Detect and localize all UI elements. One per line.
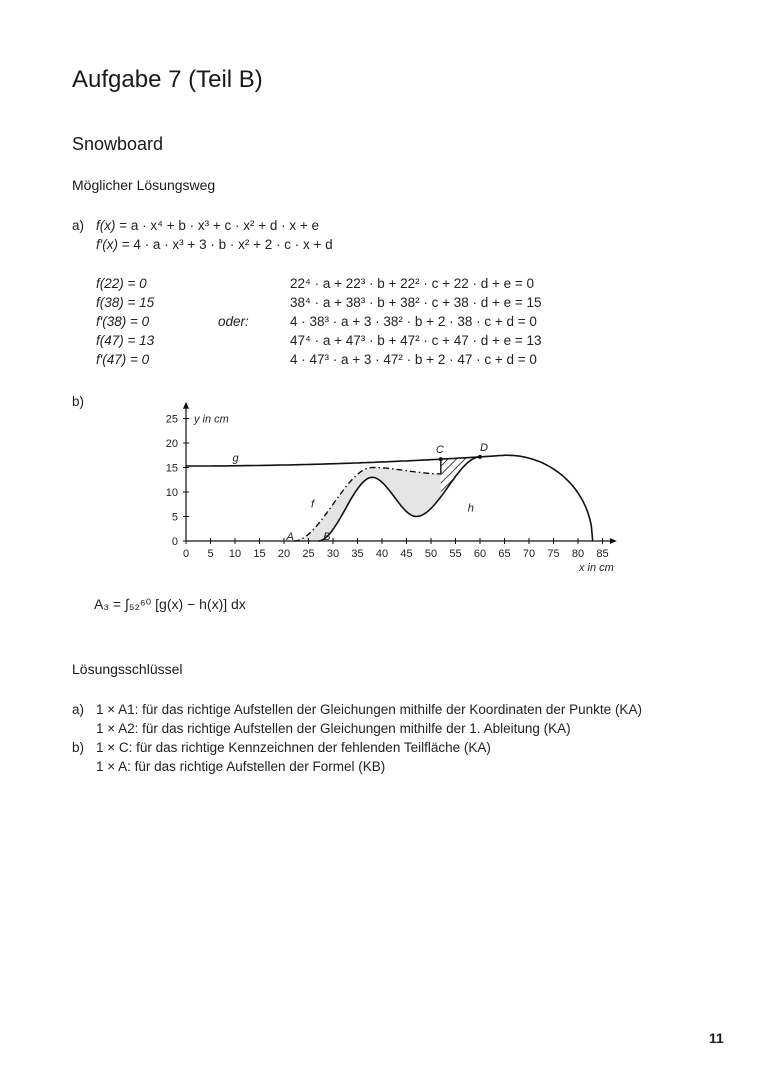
- x-tick-label: 60: [473, 548, 487, 560]
- y-tick-label: 0: [171, 536, 178, 548]
- point-label-c: C: [435, 444, 444, 457]
- point-label-d: D: [480, 441, 488, 454]
- point-label-a: A: [286, 531, 294, 544]
- x-tick-label: 20: [277, 548, 291, 560]
- x-tick-label: 50: [424, 548, 438, 560]
- hatched-area: [441, 457, 480, 497]
- key-b-label: b): [72, 740, 85, 755]
- x-tick-label: 55: [449, 548, 462, 560]
- x-tick-label: 15: [253, 548, 266, 560]
- section-title: Snowboard: [72, 134, 164, 154]
- solution-heading: Möglicher Lösungsweg: [72, 177, 216, 193]
- point-marker: [478, 455, 482, 459]
- x-tick-label: 25: [302, 548, 315, 560]
- x-tick-label: 40: [375, 548, 389, 560]
- x-tick-label: 5: [207, 548, 214, 560]
- snowboard-chart: [150, 400, 630, 580]
- key-heading: Lösungsschlüssel: [72, 661, 183, 677]
- x-tick-label: 0: [182, 548, 190, 560]
- x-tick-label: 85: [596, 548, 609, 560]
- y-tick-label: 15: [165, 462, 178, 475]
- condition: f′(38) = 0: [96, 314, 150, 329]
- x-tick-label: 10: [228, 548, 242, 560]
- x-tick-label: 65: [498, 548, 511, 560]
- y-tick-label: 25: [165, 413, 178, 426]
- y-axis-arrow: [183, 402, 189, 409]
- point-label-b: B: [323, 531, 331, 544]
- area-formula: A₃ = ∫₅₂⁶⁰ [g(x) − h(x)] dx: [94, 596, 246, 612]
- y-tick-label: 5: [171, 511, 178, 524]
- equation: 47⁴ · a + 47³ · b + 47² · c + 47 · d + e = 13: [290, 333, 542, 348]
- key-a-label: a): [72, 702, 85, 717]
- key-item: 1 × A2: für das richtige Aufstellen der Gleichungen mithilfe der 1. Ableitung (KA): [96, 721, 571, 736]
- condition: f′(47) = 0: [96, 352, 150, 367]
- x-tick-label: 75: [547, 548, 560, 560]
- x-axis-label: x in cm: [579, 562, 614, 574]
- oder-label: oder:: [218, 314, 249, 329]
- key-item: 1 × A1: für das richtige Aufstellen der Gleichungen mithilfe der Koordinaten der Punkte (KA): [96, 702, 642, 717]
- y-tick-label: 20: [165, 438, 178, 450]
- point-marker: [439, 457, 443, 461]
- condition: f(22) = 0: [96, 276, 147, 291]
- function-f-right: a · x⁴ + b · x³ + c · x² + d · x + e: [130, 218, 319, 233]
- x-tick-label: 30: [326, 548, 340, 560]
- equation: 4 · 47³ · a + 3 · 47² · b + 2 · 47 · c + d = 0: [290, 352, 537, 367]
- x-axis-arrow: [610, 538, 617, 544]
- part-a-label: a): [72, 218, 85, 233]
- function-f-left: f(x): [96, 218, 116, 233]
- key-item: 1 × A: für das richtige Aufstellen der Formel (KB): [96, 759, 386, 774]
- condition: f(38) = 15: [96, 295, 155, 310]
- page-number: 11: [709, 1030, 724, 1046]
- x-tick-label: 35: [351, 548, 364, 560]
- function-fprime: f′(x) = 4 · a · x³ + 3 · b · x² + 2 · c · x + d: [96, 237, 333, 252]
- x-tick-label: 80: [571, 548, 585, 560]
- equation: 38⁴ · a + 38³ · b + 38² · c + 38 · d + e = 15: [290, 295, 542, 310]
- chart-layer: [166, 402, 617, 574]
- equation: 22⁴ · a + 22³ · b + 22² · c + 22 · d + e = 0: [290, 276, 535, 291]
- curve-label-g: g: [232, 452, 239, 465]
- function-f: f(x) = a · x⁴ + b · x³ + c · x² + d · x + e: [96, 218, 319, 233]
- condition: f(47) = 13: [96, 333, 155, 348]
- key-item: 1 × C: für das richtige Kennzeichnen der fehlenden Teilfläche (KA): [96, 740, 491, 755]
- y-axis-label: y in cm: [194, 413, 229, 426]
- function-fprime-right: 4 · a · x³ + 3 · b · x² + 2 · c · x + d: [133, 237, 333, 252]
- x-tick-label: 70: [522, 548, 536, 560]
- page-title: Aufgabe 7 (Teil B): [72, 66, 263, 93]
- curve-label-h: h: [467, 502, 474, 515]
- x-tick-label: 45: [400, 548, 413, 560]
- y-tick-label: 10: [165, 487, 178, 499]
- curve-label-f: f: [310, 498, 315, 511]
- curve-arc: [507, 455, 593, 541]
- equation: 4 · 38³ · a + 3 · 38² · b + 2 · 38 · c + d = 0: [290, 314, 537, 329]
- part-b-label: b): [72, 394, 85, 409]
- function-fprime-left: f′(x): [96, 237, 119, 252]
